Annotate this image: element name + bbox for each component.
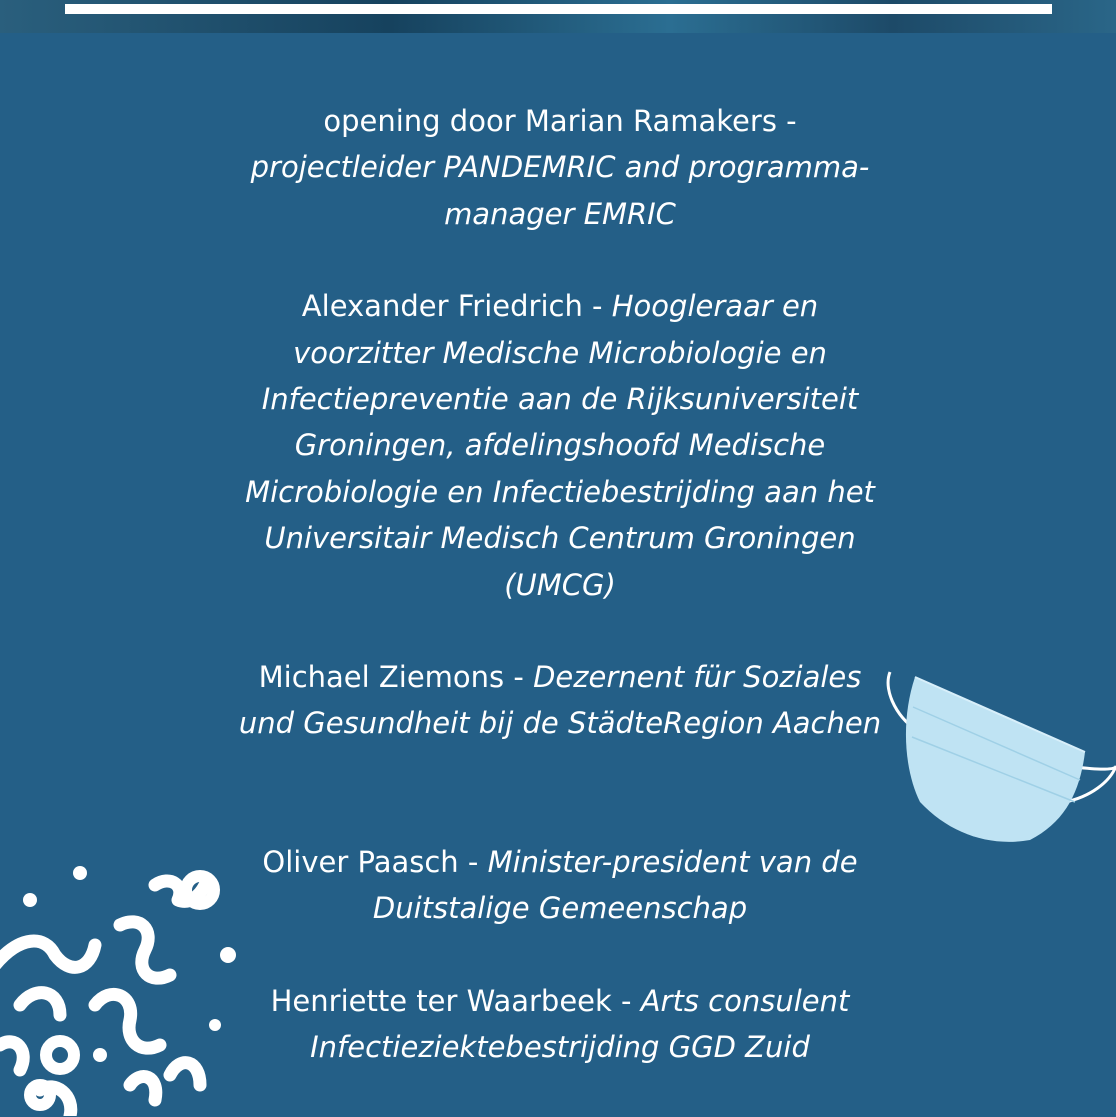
speaker-name: Oliver Paasch - (262, 844, 479, 879)
speaker-name: Michael Ziemons - (258, 660, 524, 695)
speaker-name: opening door Marian Ramakers - (323, 104, 797, 138)
speaker-role: Dezernent für Soziales und Gesundheit bij de StädteRegion Aachen (238, 660, 882, 741)
speaker-role: projectleider PANDEMRIC and programma-manager EMRIC (250, 150, 870, 231)
header-white-bar (65, 4, 1052, 14)
header-image-band (0, 0, 1116, 33)
speaker-item (230, 654, 890, 747)
speaker-name: Alexander Friedrich - (301, 289, 603, 324)
speaker-item (230, 98, 890, 237)
speaker-role: Minister-president van de Duitstalige Gemeenschap (372, 844, 858, 926)
speaker-item (230, 283, 890, 608)
speaker-item (230, 839, 890, 932)
speaker-role: Hoogleraar en voorzitter Medische Microbiologie en Infectiepreventie aan de Rijksuniversiteit Groningen, afdelingshoofd Medische Microbiologie en Infectiebestrijding aan het Universitair Medisch Centrum Groningen (UMCG) (245, 289, 875, 602)
speaker-name: Henriette ter Waarbeek - (270, 983, 632, 1018)
virus-icon (0, 855, 250, 1116)
speaker-item (230, 978, 890, 1071)
speaker-role: Arts consulent Infectieziektebestrijding GGD Zuid (310, 983, 850, 1065)
speaker-list (230, 98, 890, 1117)
face-mask-icon (880, 662, 1116, 847)
